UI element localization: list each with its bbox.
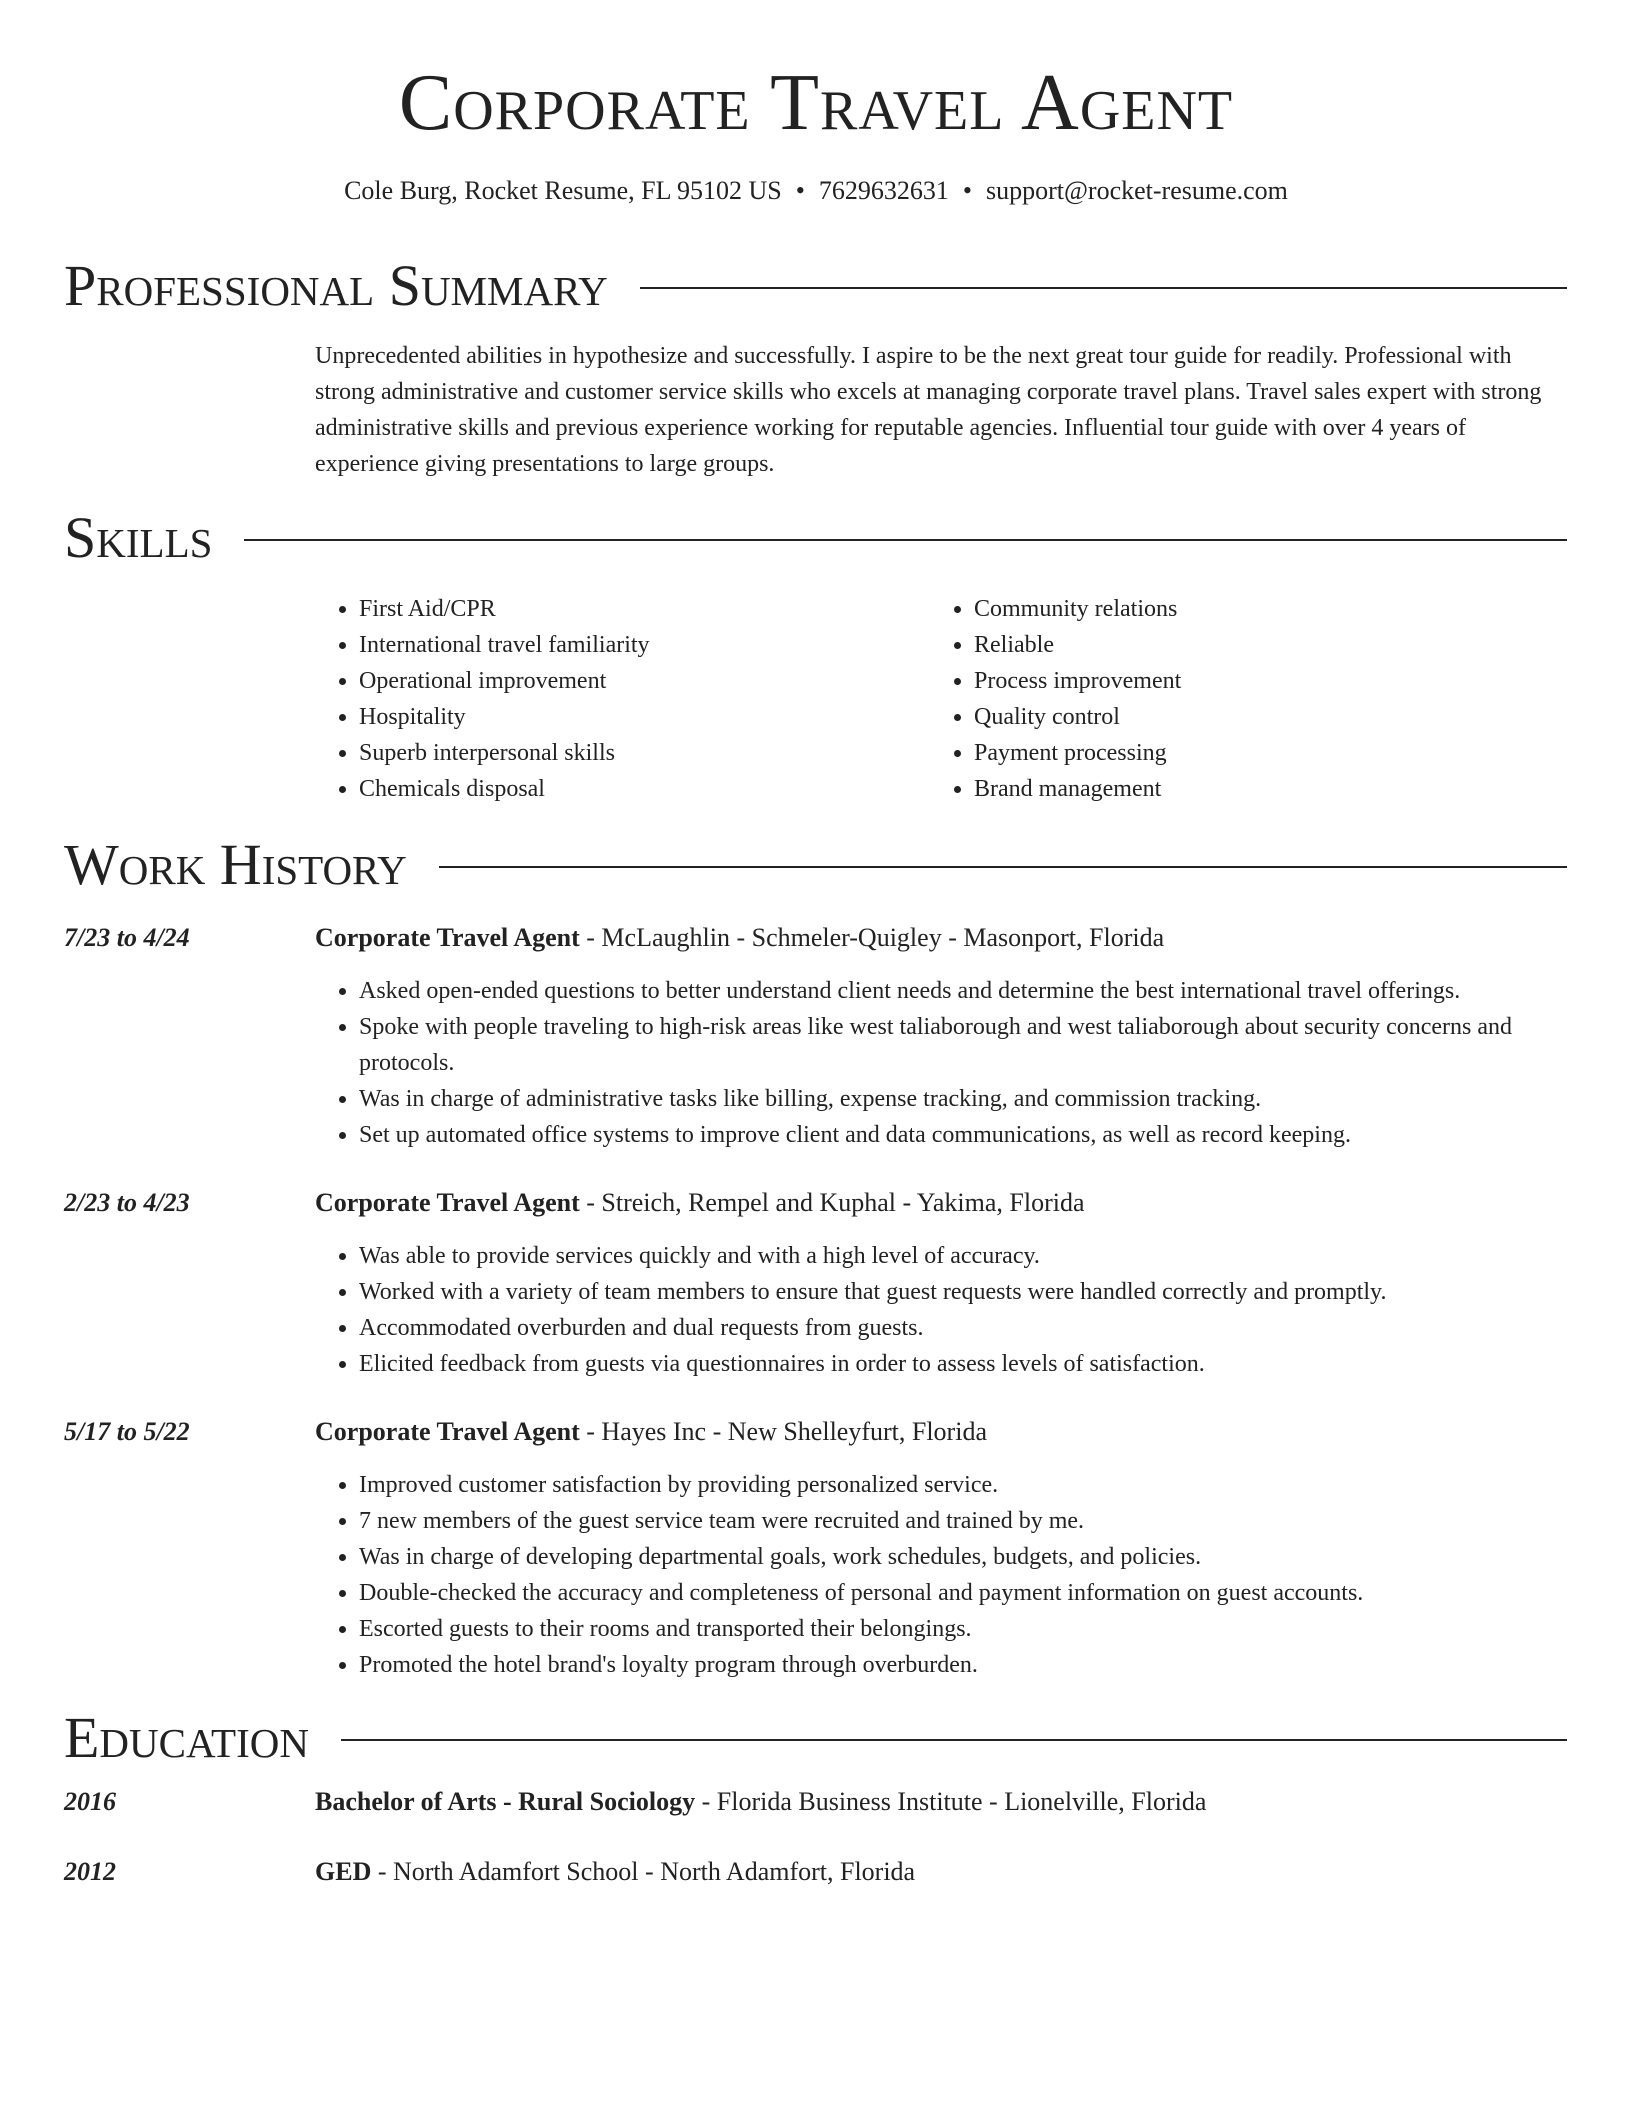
skill-item: • Community relations xyxy=(974,591,1530,627)
job-bullets xyxy=(315,1238,1567,1382)
job-bullet: • Asked open-ended questions to better understand client needs and determine the best international travel offerings. xyxy=(359,973,1567,1009)
job-heading xyxy=(315,1185,1567,1221)
job-bullet: • Escorted guests to their rooms and transported their belongings. xyxy=(359,1611,1567,1647)
section-rule xyxy=(439,866,1567,868)
job-bullet: • Improved customer satisfaction by providing personalized service. xyxy=(359,1467,1567,1503)
education-degree: GED xyxy=(315,1857,372,1886)
job-bullet: • 7 new members of the guest service team were recruited and trained by me. xyxy=(359,1503,1567,1539)
section-header-skills xyxy=(64,505,1567,571)
section-title: Education xyxy=(64,1705,309,1770)
job-details: - Hayes Inc - New Shelleyfurt, Florida xyxy=(579,1417,987,1446)
job-dates: 2/23 to 4/23 xyxy=(64,1188,190,1217)
contact-separator: • xyxy=(962,176,972,205)
section-title: Work History xyxy=(64,832,407,897)
education-year: 2016 xyxy=(64,1787,116,1816)
job-title: Corporate Travel Agent xyxy=(315,1188,580,1217)
skill-item: • Brand management xyxy=(974,771,1530,807)
section-header-education xyxy=(64,1705,1567,1771)
job-title: Corporate Travel Agent xyxy=(315,1417,580,1446)
job-details: - Streich, Rempel and Kuphal - Yakima, Florida xyxy=(579,1188,1085,1217)
education-entry xyxy=(315,1854,1567,1890)
skills-column-left xyxy=(315,591,915,807)
section-header-summary xyxy=(64,253,1567,319)
job-bullet: • Set up automated office systems to improve client and data communications, as well as record keeping. xyxy=(359,1117,1567,1153)
job-dates: 7/23 to 4/24 xyxy=(64,923,190,952)
skills-column-right xyxy=(930,591,1530,807)
job-heading xyxy=(315,1414,1567,1450)
contact-separator: • xyxy=(795,176,805,205)
contact-email: support@rocket-resume.com xyxy=(985,176,1288,205)
job-bullet: • Was able to provide services quickly and with a high level of accuracy. xyxy=(359,1238,1567,1274)
skill-item: • International travel familiarity xyxy=(359,627,915,663)
job-bullet: • Spoke with people traveling to high-risk areas like west taliaborough and west taliaborough about security concerns and protocols. xyxy=(359,1009,1567,1081)
education-details: - Florida Business Institute - Lionelville, Florida xyxy=(695,1787,1207,1816)
skill-item: • First Aid/CPR xyxy=(359,591,915,627)
section-rule xyxy=(244,539,1567,541)
job-bullets xyxy=(315,973,1567,1153)
summary-text: Unprecedented abilities in hypothesize and successfully. I aspire to be the next great tour guide for readily. Professional with strong administrative and customer service skills who excels at managing corporate travel plans. Travel sales expert with strong administrative skills and previous experience working for reputable agencies. Influential tour guide with over 4 years of experience giving presentations to large groups. xyxy=(315,343,1542,477)
job-bullet: • Promoted the hotel brand's loyalty program through overburden. xyxy=(359,1647,1567,1683)
contact-line xyxy=(0,174,1632,208)
section-title: Professional Summary xyxy=(64,253,608,318)
section-title: Skills xyxy=(64,505,213,570)
contact-phone: 7629632631 xyxy=(818,176,949,205)
skill-item: • Process improvement xyxy=(974,663,1530,699)
education-year: 2012 xyxy=(64,1857,116,1886)
job-details: - McLaughlin - Schmeler-Quigley - Masonport, Florida xyxy=(579,923,1165,952)
job-bullets xyxy=(315,1467,1567,1683)
skill-item: • Payment processing xyxy=(974,735,1530,771)
education-degree: Bachelor of Arts - Rural Sociology xyxy=(315,1787,696,1816)
job-bullet: • Was in charge of administrative tasks like billing, expense tracking, and commission tracking. xyxy=(359,1081,1567,1117)
skill-item: • Superb interpersonal skills xyxy=(359,735,915,771)
job-bullet: • Elicited feedback from guests via questionnaires in order to assess levels of satisfaction. xyxy=(359,1346,1567,1382)
skill-item: • Quality control xyxy=(974,699,1530,735)
skill-item: • Operational improvement xyxy=(359,663,915,699)
skill-item: • Reliable xyxy=(974,627,1530,663)
job-title: Corporate Travel Agent xyxy=(315,923,580,952)
job-bullet: • Accommodated overburden and dual requests from guests. xyxy=(359,1310,1567,1346)
job-heading xyxy=(315,920,1567,956)
education-details: - North Adamfort School - North Adamfort, Florida xyxy=(371,1857,916,1886)
job-bullet: • Was in charge of developing departmental goals, work schedules, budgets, and policies. xyxy=(359,1539,1567,1575)
section-rule xyxy=(640,287,1567,289)
resume-title: Corporate Travel Agent xyxy=(398,59,1234,147)
contact-address: Cole Burg, Rocket Resume, FL 95102 US xyxy=(344,176,782,205)
skill-item: • Chemicals disposal xyxy=(359,771,915,807)
section-rule xyxy=(341,1739,1567,1741)
section-header-work-history xyxy=(64,832,1567,898)
education-entry xyxy=(315,1784,1567,1820)
job-bullet: • Worked with a variety of team members to ensure that guest requests were handled correctly and promptly. xyxy=(359,1274,1567,1310)
job-bullet: • Double-checked the accuracy and completeness of personal and payment information on guest accounts. xyxy=(359,1575,1567,1611)
job-dates: 5/17 to 5/22 xyxy=(64,1417,190,1446)
skill-item: • Hospitality xyxy=(359,699,915,735)
